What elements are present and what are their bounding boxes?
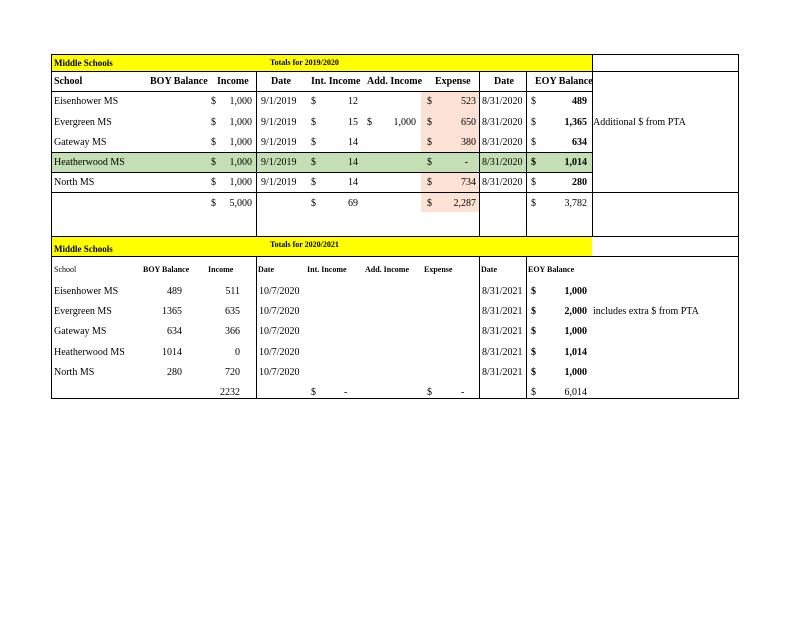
currency-symbol: $ [427,177,432,188]
total-eoy: 6,014 [564,387,587,398]
header-expense: Expense [435,76,471,87]
currency-symbol: $ [211,157,216,168]
currency-symbol: $ [531,96,536,107]
income-value: 511 [225,286,240,297]
currency-symbol: $ [311,157,316,168]
school-name: North MS [54,367,95,378]
end-date: 8/31/2020 [482,157,523,168]
end-date: 8/31/2020 [482,177,523,188]
header-school: School [54,76,83,87]
currency-symbol: $ [211,177,216,188]
currency-symbol: $ [427,157,432,168]
income-value: 1,000 [229,96,252,107]
income-value: 1,000 [229,177,252,188]
eoy-value: 1,000 [564,367,587,378]
header-date: Date [271,76,291,87]
boy-value: 1365 [162,306,182,317]
header-income: Income [217,76,249,87]
currency-symbol: $ [367,117,372,128]
header-income: Income [208,265,234,274]
school-name: Evergreen MS [54,306,112,317]
currency-symbol: $ [531,367,536,378]
boy-value: 280 [167,367,182,378]
currency-symbol: $ [311,137,316,148]
currency-symbol: $ [311,96,316,107]
income-value: 1,000 [229,137,252,148]
add-income-value: 1,000 [393,117,416,128]
eoy-value: 280 [572,177,587,188]
eoy-value: 1,014 [564,157,587,168]
eoy-value: 1,014 [564,347,587,358]
end-date: 8/31/2020 [482,96,523,107]
section-title: Middle Schools [54,244,113,254]
currency-symbol: $ [427,117,432,128]
school-name: North MS [54,177,95,188]
end-date: 8/31/2021 [482,367,523,378]
start-date: 9/1/2019 [261,157,297,168]
total-int-income: 69 [348,198,358,209]
note-text: includes extra $ from PTA [593,306,699,317]
school-name: Gateway MS [54,137,107,148]
currency-symbol: $ [427,96,432,107]
start-date: 10/7/2020 [259,347,300,358]
income-value: 366 [225,326,240,337]
border-line [256,256,257,399]
start-date: 9/1/2019 [261,137,297,148]
currency-symbol: $ [211,137,216,148]
currency-symbol: $ [427,137,432,148]
header-int-income: Int. Income [307,265,347,274]
currency-symbol: $ [311,117,316,128]
header-eoy-balance: EOY Balance [535,76,593,87]
start-date: 10/7/2020 [259,367,300,378]
boy-value: 1014 [162,347,182,358]
int-income-value: 14 [348,157,358,168]
header-date-end: Date [494,76,514,87]
start-date: 9/1/2019 [261,96,297,107]
currency-symbol: $ [311,198,316,209]
currency-symbol: $ [531,117,536,128]
currency-symbol: $ [531,347,536,358]
total-expense: 2,287 [453,198,476,209]
header-date: Date [258,265,274,274]
border-line [526,256,527,399]
total-expense: - [461,387,465,398]
currency-symbol: $ [211,198,216,209]
total-income: 5,000 [229,198,252,209]
border-line [51,152,593,153]
header-eoy-balance: EOY Balance [528,265,575,274]
income-value: 1,000 [229,157,252,168]
header-add-income: Add. Income [365,265,410,274]
currency-symbol: $ [531,326,536,337]
currency-symbol: $ [531,157,536,168]
border-line [256,71,257,237]
school-name: Heatherwood MS [54,347,125,358]
school-name: Eisenhower MS [54,286,119,297]
totals-label: Totals for 2019/2020 [270,58,339,67]
eoy-value: 489 [572,96,587,107]
currency-symbol: $ [211,117,216,128]
school-name: Eisenhower MS [54,96,119,107]
header-expense: Expense [424,265,453,274]
border-line [51,192,739,193]
header-add-income: Add. Income [367,76,423,87]
note-text: Additional $ from PTA [593,117,686,128]
school-name: Gateway MS [54,326,107,337]
start-date: 9/1/2019 [261,117,297,128]
eoy-value: 1,365 [564,117,587,128]
border-line [479,71,480,237]
start-date: 9/1/2019 [261,177,297,188]
border-line [479,256,480,399]
header-boy-balance: BOY Balance [143,265,190,274]
int-income-value: 14 [348,137,358,148]
border-line [738,54,739,237]
header-boy-balance: BOY Balance [150,76,208,87]
expense-value: 380 [461,137,476,148]
int-income-value: 12 [348,96,358,107]
expense-value: 734 [461,177,476,188]
total-int-income: - [344,387,348,398]
currency-symbol: $ [531,387,536,398]
start-date: 10/7/2020 [259,306,300,317]
start-date: 10/7/2020 [259,326,300,337]
eoy-value: 634 [572,137,587,148]
income-value: 1,000 [229,117,252,128]
int-income-value: 15 [348,117,358,128]
currency-symbol: $ [211,96,216,107]
border-line [51,236,52,399]
expense-value: 650 [461,117,476,128]
end-date: 8/31/2021 [482,326,523,337]
border-line [738,236,739,399]
header-int-income: Int. Income [311,76,361,87]
end-date: 8/31/2021 [482,347,523,358]
income-value: 0 [235,347,240,358]
eoy-value: 1,000 [564,286,587,297]
border-line [51,71,739,72]
end-date: 8/31/2021 [482,286,523,297]
end-date: 8/31/2021 [482,306,523,317]
border-line [51,256,739,257]
border-line [51,54,739,55]
currency-symbol: $ [311,177,316,188]
section-title: Middle Schools [54,58,113,68]
currency-symbol: $ [531,198,536,209]
header-date-end: Date [481,265,497,274]
border-line [51,398,739,399]
border-line [51,91,593,92]
totals-label: Totals for 2020/2021 [270,240,339,249]
currency-symbol: $ [311,387,316,398]
border-line [51,54,52,237]
start-date: 10/7/2020 [259,286,300,297]
currency-symbol: $ [427,387,432,398]
end-date: 8/31/2020 [482,117,523,128]
border-line [51,172,593,173]
school-name: Evergreen MS [54,117,112,128]
border-line [526,71,527,237]
currency-symbol: $ [427,198,432,209]
school-name: Heatherwood MS [54,157,125,168]
income-value: 720 [225,367,240,378]
income-value: 635 [225,306,240,317]
currency-symbol: $ [531,286,536,297]
currency-symbol: $ [531,137,536,148]
currency-symbol: $ [531,177,536,188]
end-date: 8/31/2020 [482,137,523,148]
expense-value: - [464,157,468,168]
eoy-value: 2,000 [564,306,587,317]
expense-value: 523 [461,96,476,107]
int-income-value: 14 [348,177,358,188]
header-school: School [54,265,77,274]
currency-symbol: $ [531,306,536,317]
boy-value: 634 [167,326,182,337]
boy-value: 489 [167,286,182,297]
eoy-value: 1,000 [564,326,587,337]
total-income: 2232 [220,387,240,398]
total-eoy: 3,782 [564,198,587,209]
